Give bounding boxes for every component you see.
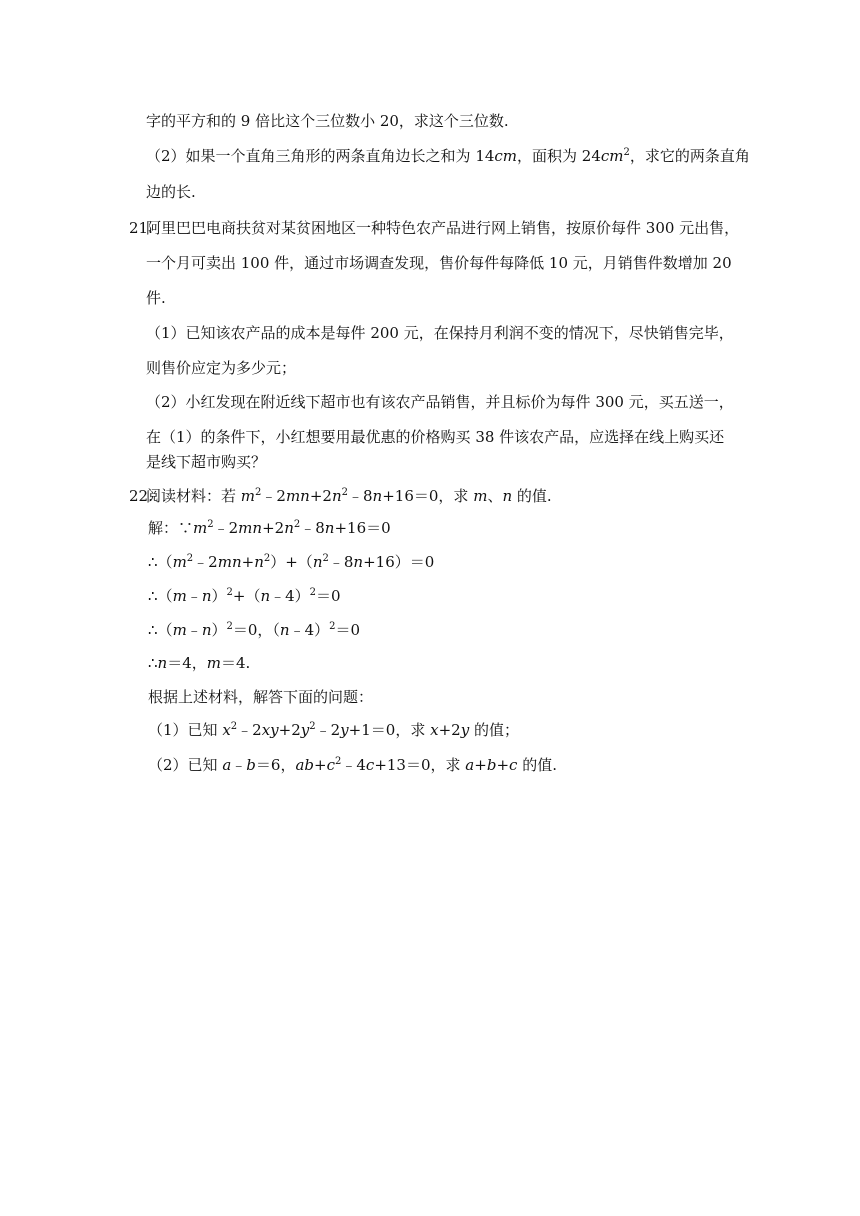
q21-line1: 阿里巴巴电商扶贫对某贫困地区一种特色农产品进行网上销售，按原价每件 300 元出售，	[146, 219, 740, 237]
q20-continuation: 字的平方和的 9 倍比这个三位数小 20，求这个三位数.	[146, 112, 509, 130]
q22-number: 22.	[129, 487, 153, 505]
q21-part2-line3: 是线下超市购买？	[146, 453, 267, 471]
q20-part2-line2: 边的长.	[146, 183, 196, 201]
q22-step2: ∴（m﹣n）$^2$+（n﹣4）$^2$＝0	[148, 587, 341, 605]
q22-step1: $\therefore(m^2﹣2mn+n^2)+(n^2﹣8n+16)=0$	[148, 553, 435, 571]
q22-intro: 阅读材料：若 $m^2﹣2mn+2n^2﹣8n+16=0$，求 m、n 的值.	[146, 487, 552, 505]
q21-part1-line1: （1）已知该农产品的成本是每件 200 元，在保持月利润不变的情况下，尽快销售完毕，	[146, 324, 734, 342]
q21-line2: 一个月可卖出 100 件，通过市场调查发现，售价每件每降低 10 元，月销售件数增加 20	[146, 254, 732, 272]
q21-number: 21.	[129, 219, 153, 237]
q22-part2: （2）已知 a﹣b＝6，$ab+c^2﹣4c+13=0$，求 a+b+c 的值.	[148, 756, 557, 774]
q21-part2-line1: （2）小红发现在附近线下超市也有该农产品销售，并且标价为每件 300 元，买五送一，	[146, 393, 734, 411]
q22-step4: ∴n＝4，m＝4.	[148, 654, 251, 672]
q22-after-material: 根据上述材料，解答下面的问题：	[148, 688, 374, 706]
q22-part1: （1）已知 $x^2﹣2xy+2y^2﹣2y+1=0$，求 x+2y 的值；	[148, 721, 519, 739]
q22-step3: ∴（m﹣n）$^2$＝0，（n﹣4）$^2$＝0	[148, 621, 361, 639]
q20-part2-line1: （2）如果一个直角三角形的两条直角边长之和为 14cm，面积为 $24cm^2$，求它的两条直角	[146, 147, 750, 165]
q21-part1-line2: 则售价应定为多少元；	[146, 359, 297, 377]
q22-solution-start: 解：$\because m^2﹣2mn+2n^2﹣8n+16=0$	[148, 519, 391, 537]
q21-part2-line2: 在（1）的条件下，小红想要用最优惠的价格购买 38 件该农产品，应选择在线上购买还	[146, 428, 725, 446]
q21-line3: 件.	[146, 289, 166, 307]
